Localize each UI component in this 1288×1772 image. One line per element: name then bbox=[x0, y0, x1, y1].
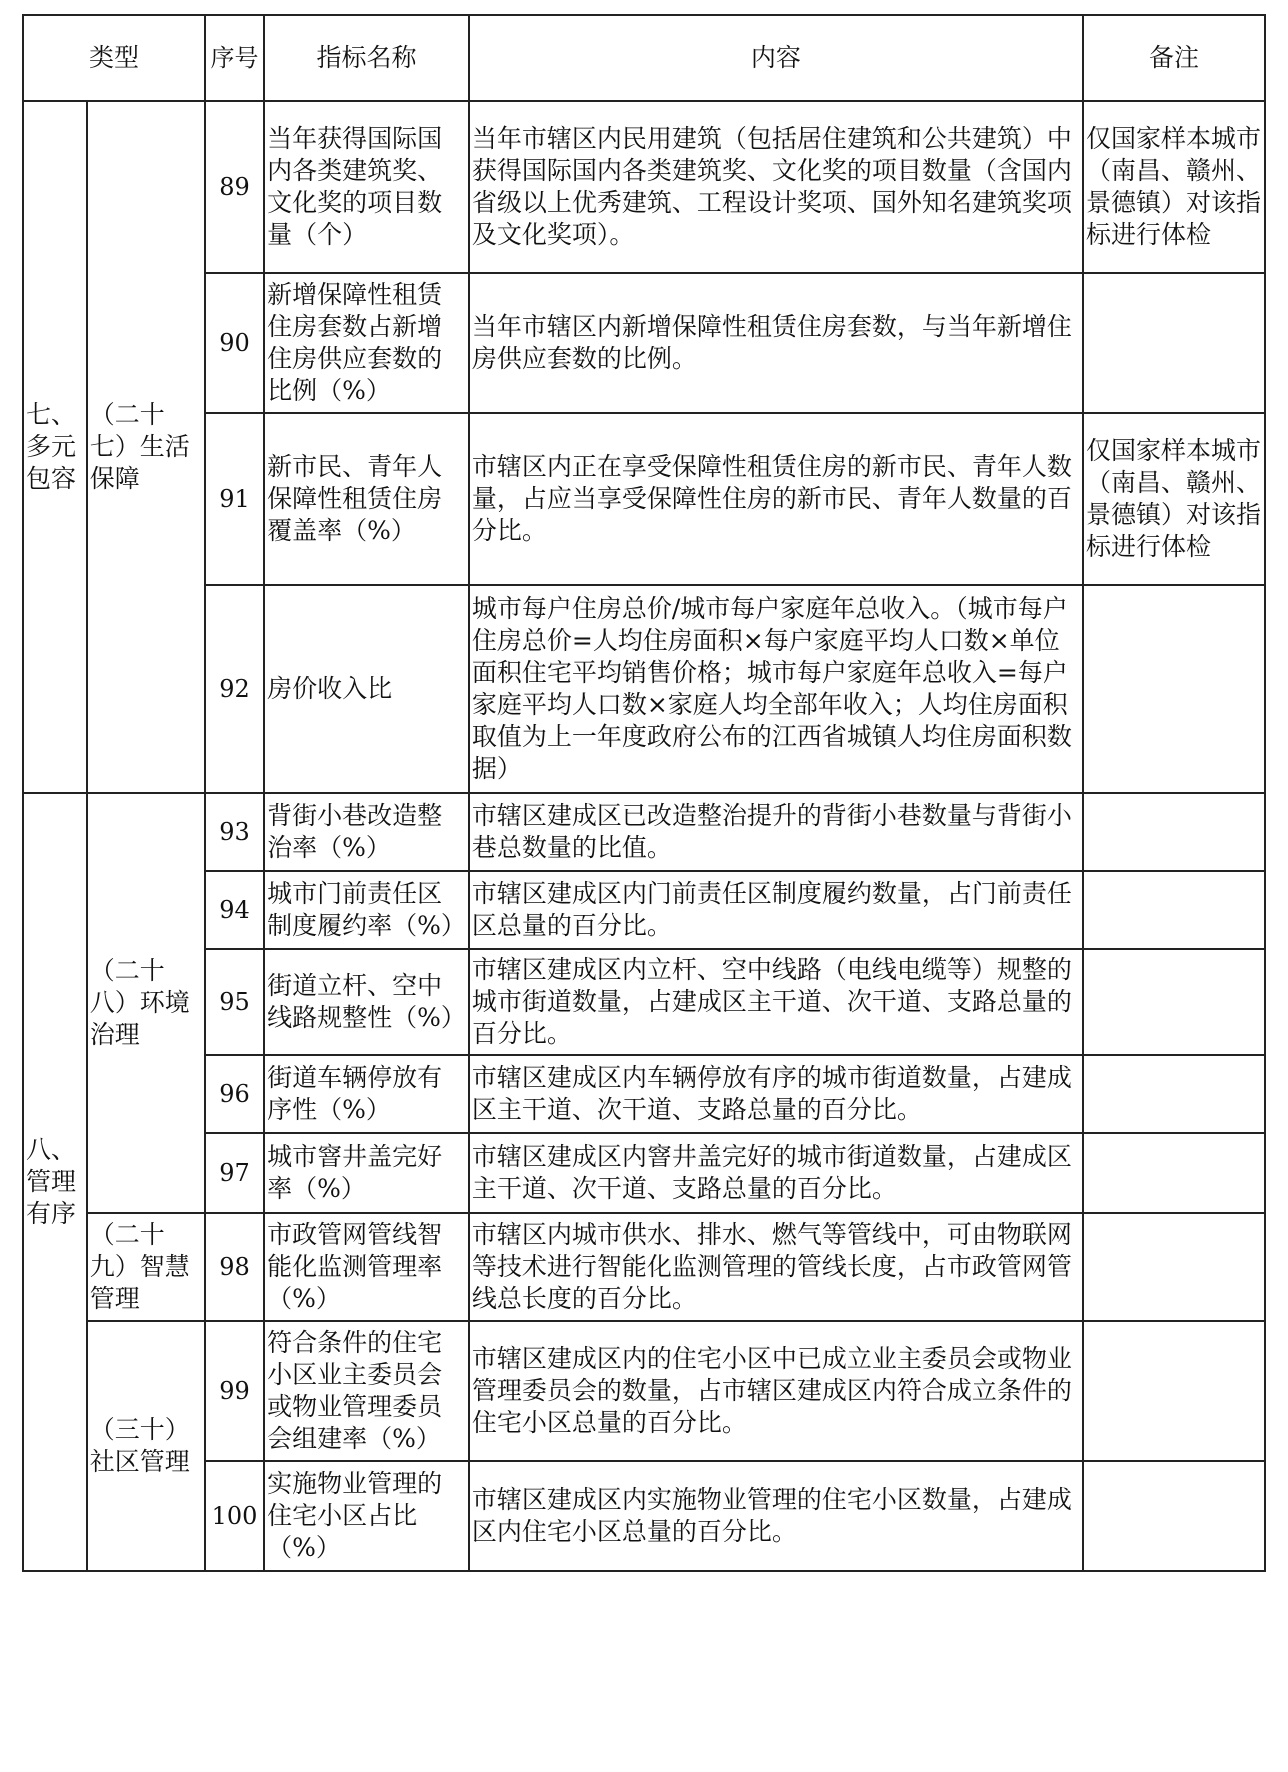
indicator-content: 市辖区建成区已改造整治提升的背街小巷数量与背街小巷总数量的比值。 bbox=[469, 793, 1083, 871]
table-row bbox=[23, 1213, 1265, 1321]
indicator-name: 房价收入比 bbox=[264, 585, 469, 793]
indicator-name: 新增保障性租赁住房套数占新增住房供应套数的比例（%） bbox=[264, 273, 469, 413]
indicator-content: 市辖区建成区内门前责任区制度履约数量，占门前责任区总量的百分比。 bbox=[469, 871, 1083, 949]
table-row bbox=[23, 1133, 1265, 1213]
indicator-table bbox=[22, 14, 1266, 1572]
indicator-content: 市辖区建成区内实施物业管理的住宅小区数量，占建成区内住宅小区总量的百分比。 bbox=[469, 1461, 1083, 1571]
row-number: 92 bbox=[205, 585, 264, 793]
indicator-name: 实施物业管理的住宅小区占比（%） bbox=[264, 1461, 469, 1571]
header-type: 类型 bbox=[23, 15, 205, 101]
indicator-content: 城市每户住房总价/城市每户家庭年总收入。（城市每户住房总价=人均住房面积×每户家庭平均人口数×单位面积住宅平均销售价格；城市每户家庭年总收入=每户家庭平均人口数×家庭人均全部年收入；人均住房面积取值为上一年度政府公布的江西省城镇人均住房面积数据） bbox=[469, 585, 1083, 793]
table-row bbox=[23, 273, 1265, 413]
row-number: 94 bbox=[205, 871, 264, 949]
row-number: 93 bbox=[205, 793, 264, 871]
indicator-content: 市辖区建成区内窨井盖完好的城市街道数量，占建成区主干道、次干道、支路总量的百分比。 bbox=[469, 1133, 1083, 1213]
row-number: 97 bbox=[205, 1133, 264, 1213]
category-cell: 七、多元包容 bbox=[23, 101, 87, 793]
row-number: 95 bbox=[205, 949, 264, 1055]
indicator-content: 市辖区内正在享受保障性租赁住房的新市民、青年人数量，占应当享受保障性住房的新市民、青年人数量的百分比。 bbox=[469, 413, 1083, 585]
table-header-row bbox=[23, 15, 1265, 101]
indicator-name: 城市门前责任区制度履约率（%） bbox=[264, 871, 469, 949]
table-row bbox=[23, 101, 1265, 273]
indicator-table-page bbox=[22, 14, 1266, 1572]
indicator-name: 街道车辆停放有序性（%） bbox=[264, 1055, 469, 1133]
indicator-name: 当年获得国际国内各类建筑奖、文化奖的项目数量（个） bbox=[264, 101, 469, 273]
indicator-content: 市辖区内城市供水、排水、燃气等管线中，可由物联网等技术进行智能化监测管理的管线长度，占市政管网管线总长度的百分比。 bbox=[469, 1213, 1083, 1321]
row-number: 98 bbox=[205, 1213, 264, 1321]
indicator-content: 当年市辖区内新增保障性租赁住房套数，与当年新增住房供应套数的比例。 bbox=[469, 273, 1083, 413]
table-row bbox=[23, 585, 1265, 793]
indicator-note bbox=[1083, 1321, 1265, 1461]
table-row bbox=[23, 871, 1265, 949]
category-cell: 八、管理有序 bbox=[23, 793, 87, 1571]
row-number: 89 bbox=[205, 101, 264, 273]
row-number: 100 bbox=[205, 1461, 264, 1571]
indicator-note bbox=[1083, 1213, 1265, 1321]
indicator-name: 背街小巷改造整治率（%） bbox=[264, 793, 469, 871]
indicator-note: 仅国家样本城市（南昌、赣州、景德镇）对该指标进行体检 bbox=[1083, 413, 1265, 585]
header-content: 内容 bbox=[469, 15, 1083, 101]
header-no: 序号 bbox=[205, 15, 264, 101]
indicator-name: 城市窨井盖完好率（%） bbox=[264, 1133, 469, 1213]
row-number: 90 bbox=[205, 273, 264, 413]
indicator-name: 新市民、青年人保障性租赁住房覆盖率（%） bbox=[264, 413, 469, 585]
subcategory-cell: （二十八）环境治理 bbox=[87, 793, 205, 1213]
indicator-note bbox=[1083, 585, 1265, 793]
indicator-note bbox=[1083, 949, 1265, 1055]
indicator-content: 市辖区建成区内车辆停放有序的城市街道数量，占建成区主干道、次干道、支路总量的百分比。 bbox=[469, 1055, 1083, 1133]
header-name: 指标名称 bbox=[264, 15, 469, 101]
indicator-content: 当年市辖区内民用建筑（包括居住建筑和公共建筑）中获得国际国内各类建筑奖、文化奖的项目数量（含国内省级以上优秀建筑、工程设计奖项、国外知名建筑奖项及文化奖项）。 bbox=[469, 101, 1083, 273]
row-number: 99 bbox=[205, 1321, 264, 1461]
subcategory-cell: （二十七）生活保障 bbox=[87, 101, 205, 793]
indicator-name: 街道立杆、空中线路规整性（%） bbox=[264, 949, 469, 1055]
table-row bbox=[23, 1055, 1265, 1133]
table-row bbox=[23, 949, 1265, 1055]
indicator-note bbox=[1083, 1461, 1265, 1571]
table-row bbox=[23, 793, 1265, 871]
row-number: 96 bbox=[205, 1055, 264, 1133]
indicator-content: 市辖区建成区内的住宅小区中已成立业主委员会或物业管理委员会的数量，占市辖区建成区内符合成立条件的住宅小区总量的百分比。 bbox=[469, 1321, 1083, 1461]
table-row bbox=[23, 1321, 1265, 1461]
indicator-content: 市辖区建成区内立杆、空中线路（电线电缆等）规整的城市街道数量，占建成区主干道、次干道、支路总量的百分比。 bbox=[469, 949, 1083, 1055]
indicator-note: 仅国家样本城市（南昌、赣州、景德镇）对该指标进行体检 bbox=[1083, 101, 1265, 273]
indicator-note bbox=[1083, 1055, 1265, 1133]
subcategory-cell: （三十）社区管理 bbox=[87, 1321, 205, 1571]
indicator-name: 市政管网管线智能化监测管理率（%） bbox=[264, 1213, 469, 1321]
indicator-note bbox=[1083, 1133, 1265, 1213]
indicator-note bbox=[1083, 273, 1265, 413]
subcategory-cell: （二十九）智慧管理 bbox=[87, 1213, 205, 1321]
indicator-name: 符合条件的住宅小区业主委员会或物业管理委员会组建率（%） bbox=[264, 1321, 469, 1461]
table-row bbox=[23, 413, 1265, 585]
row-number: 91 bbox=[205, 413, 264, 585]
indicator-note bbox=[1083, 871, 1265, 949]
header-note: 备注 bbox=[1083, 15, 1265, 101]
indicator-note bbox=[1083, 793, 1265, 871]
table-row bbox=[23, 1461, 1265, 1571]
